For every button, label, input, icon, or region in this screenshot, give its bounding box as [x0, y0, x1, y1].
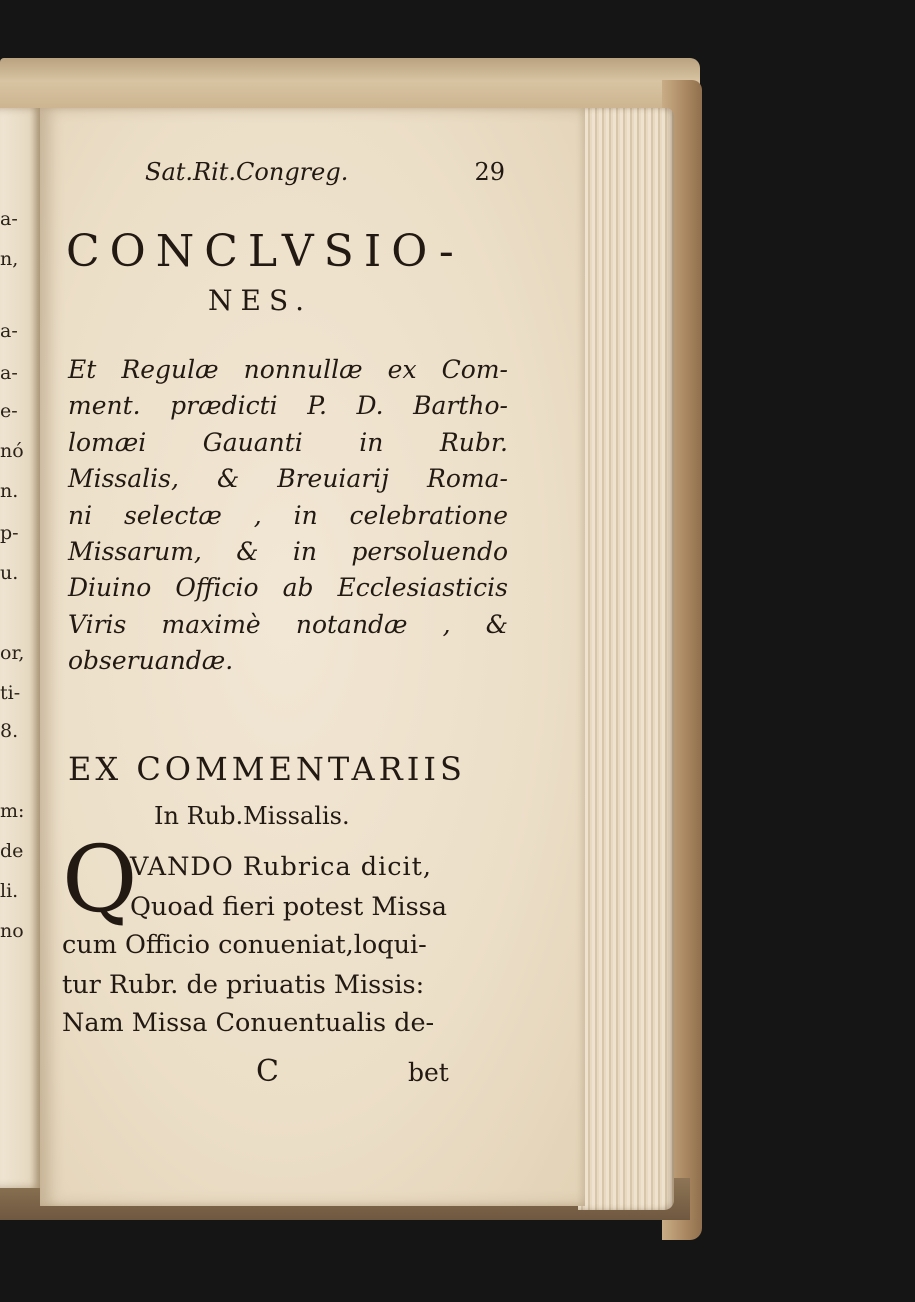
left-page-fragment: [0, 108, 42, 1188]
body-line: cum Officio conueniat,loqui-: [62, 930, 427, 960]
left-fragment: p-: [0, 522, 19, 544]
left-fragment: or,: [0, 642, 25, 664]
section-heading: EX COMMENTARIIS: [68, 750, 466, 788]
intro-line: Et Regulæ nonnullæ ex Com-: [68, 355, 508, 384]
left-fragment: nó: [0, 440, 24, 462]
body-line: Quoad fieri potest Missa: [130, 892, 447, 922]
left-fragment: n.: [0, 480, 19, 502]
intro-line: lomæi Gauanti in Rubr.: [68, 427, 508, 457]
left-fragment: a-: [0, 208, 18, 230]
left-fragment: li.: [0, 880, 19, 902]
left-fragment: u.: [0, 562, 19, 584]
intro-line: ment. prædicti P. D. Bartho-: [68, 391, 508, 421]
left-fragment: ti-: [0, 682, 21, 704]
drop-cap: Q: [62, 826, 138, 933]
catchword: bet: [408, 1058, 449, 1087]
page-title-line2: NES.: [208, 284, 313, 317]
signature-mark: C: [256, 1054, 279, 1089]
left-fragment: e-: [0, 400, 18, 422]
intro-line: Missarum, & in persoluendo: [68, 537, 508, 567]
book-page: [40, 108, 585, 1206]
body-line: tur Rubr. de priuatis Missis:: [62, 970, 425, 1000]
left-fragment: de: [0, 840, 24, 862]
page-title-line1: CONCLVSIO-: [66, 226, 464, 277]
left-fragment: m:: [0, 800, 25, 822]
intro-line: ni selectæ , in celebratione: [68, 500, 508, 530]
intro-paragraph: [68, 352, 508, 680]
page-edges: [578, 108, 674, 1210]
intro-line: Missalis, & Breuiarij Roma-: [68, 464, 508, 494]
intro-line: obseruandæ.: [68, 646, 234, 676]
section-subheading: In Rub.Missalis.: [154, 802, 350, 830]
left-fragment: a-: [0, 320, 18, 342]
body-line: Nam Missa Conuentualis de-: [62, 1008, 435, 1038]
intro-line: Diuino Officio ab Ecclesiasticis: [68, 573, 508, 603]
running-title: Sat.Rit.Congreg.: [145, 158, 349, 186]
left-fragment: 8.: [0, 720, 19, 742]
left-fragment: no: [0, 920, 24, 942]
left-fragment: a-: [0, 362, 18, 384]
intro-line: Viris maximè notandæ , &: [68, 609, 508, 639]
body-line: VANDO Rubrica dicit,: [130, 852, 433, 882]
left-fragment: n,: [0, 248, 19, 270]
page-number: 29: [474, 158, 505, 186]
running-header: [145, 158, 505, 186]
